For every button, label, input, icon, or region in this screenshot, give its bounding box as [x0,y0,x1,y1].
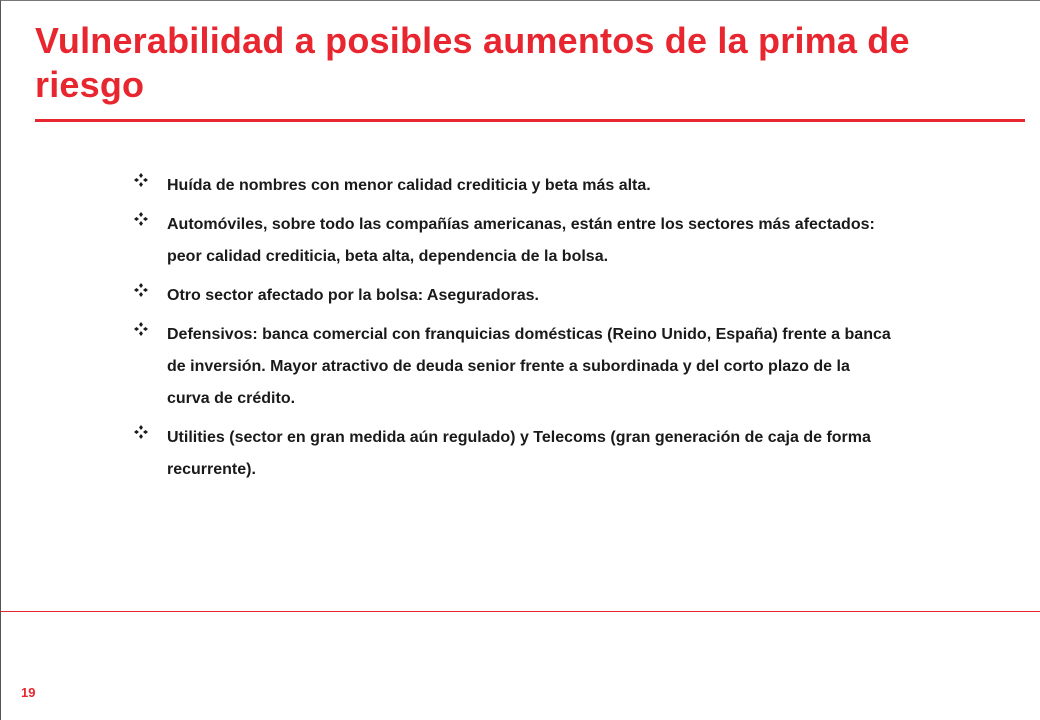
four-diamond-bullet-icon [133,321,149,337]
title-underline [35,119,1025,122]
bullet-item [131,209,891,273]
bullet-text: Utilities (sector en gran medida aún regulado) y Telecoms (gran generación de caja de forma recurrente). [167,429,871,478]
footer-divider [1,611,1040,612]
bullet-text: Automóviles, sobre todo las compañías americanas, están entre los sectores más afectados: peor calidad crediticia, beta alta, dependencia de la bolsa. [167,216,875,265]
bullet-item [131,280,891,312]
bullet-item [131,170,891,202]
four-diamond-bullet-icon [133,424,149,440]
four-diamond-bullet-icon [133,211,149,227]
bullet-item [131,422,891,486]
slide-title: Vulnerabilidad a posibles aumentos de la prima de riesgo [35,20,910,105]
bullet-list [131,177,891,500]
four-diamond-bullet-icon [133,282,149,298]
bullet-item [131,319,891,415]
bullet-text: Defensivos: banca comercial con franquicias domésticas (Reino Unido, España) frente a banca de inversión. Mayor atractivo de deuda senior frente a subordinada y del corto plazo de la curva de crédito. [167,326,891,407]
page-number: 19 [21,685,36,700]
four-diamond-bullet-icon [133,172,149,188]
bullet-text: Huída de nombres con menor calidad crediticia y beta más alta. [167,177,651,194]
bullet-text: Otro sector afectado por la bolsa: Aseguradoras. [167,287,539,304]
